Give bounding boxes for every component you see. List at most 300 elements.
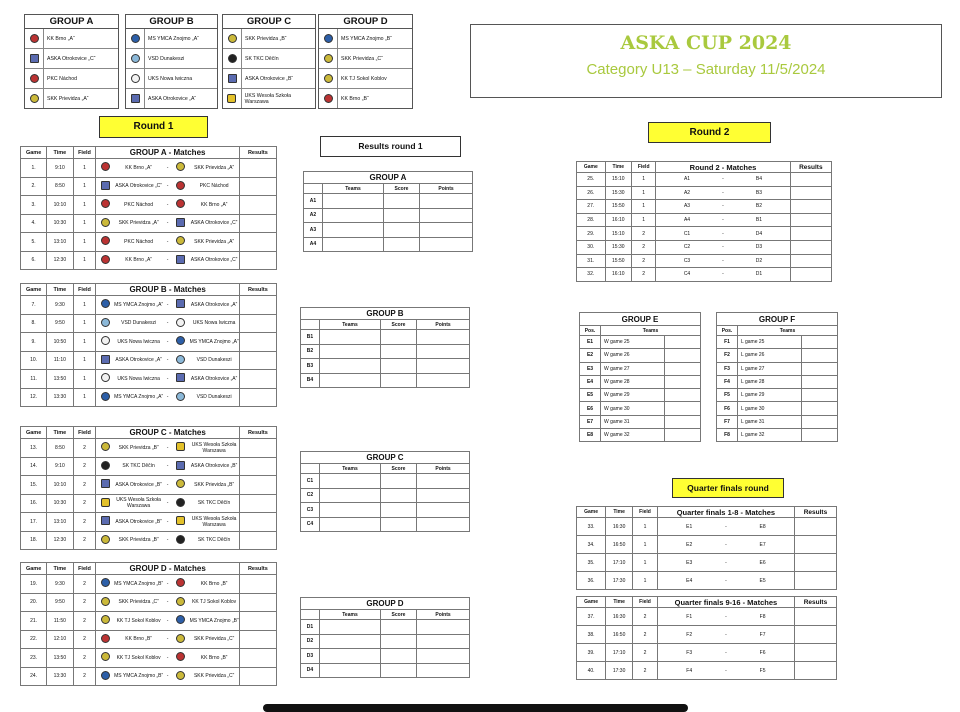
points-cell[interactable] [417,474,470,489]
position-label: E4 [580,375,601,388]
score-cell[interactable] [381,330,417,345]
match-time: 15:30 [605,186,631,200]
position-label: B2 [301,344,320,359]
team-name: UKS Nowa Iwiczna [148,75,193,82]
team-cell[interactable] [665,389,701,402]
col-teams: Teams [320,610,381,620]
col-field: Field [73,563,96,575]
event-subtitle: Category U13 – Saturday 11/5/2024 [586,61,826,78]
away-logo-cell [172,388,190,407]
score-cell[interactable] [384,208,420,223]
field-number: 2 [633,644,658,662]
team-cell[interactable] [320,344,381,359]
team-cell[interactable] [320,474,381,489]
team-logo-icon [101,236,110,245]
vs-separator: - [163,251,172,270]
vs-separator: - [163,476,172,495]
points-cell[interactable] [417,663,470,678]
slot-label: L game 25 [738,336,802,349]
table-row [21,575,277,594]
score-cell[interactable] [381,359,417,374]
scroll-bar[interactable] [263,704,688,712]
result-cell[interactable] [239,233,276,252]
header-row [21,284,277,296]
result-cell[interactable] [239,296,276,315]
home-team: PKC Náchod [114,196,163,215]
match-time: 10:10 [47,476,73,495]
result-cell[interactable] [239,351,276,370]
team-logo-icon [176,318,185,327]
table-row [301,359,470,374]
team-cell[interactable] [323,223,384,238]
score-cell[interactable] [381,620,417,635]
result-cell[interactable] [790,186,831,200]
home-team: UKS Wesoła Szkoła Warszawa [114,494,163,513]
title-row [301,308,470,320]
points-cell[interactable] [417,330,470,345]
team-cell[interactable] [802,415,838,428]
team-cell[interactable] [802,375,838,388]
group-team-row [223,29,315,49]
points-cell[interactable] [420,208,473,223]
position-label: A2 [304,208,323,223]
points-cell[interactable] [417,503,470,518]
match-time: 15:30 [605,240,631,254]
result-cell[interactable] [790,227,831,241]
vs-separator: - [721,608,732,626]
team-logo-icon [131,54,140,63]
result-cell[interactable] [239,531,276,550]
field-number: 2 [73,649,96,668]
away-team: ASKA Otrokovice „A“ [189,296,239,315]
field-number: 2 [73,612,96,631]
vs-separator: - [718,200,729,214]
col-game: Game [577,597,606,608]
game-number: 5. [21,233,47,252]
score-cell[interactable] [384,237,420,252]
result-cell[interactable] [794,518,836,536]
team-cell[interactable] [320,330,381,345]
table-row [717,375,838,388]
field-number: 2 [73,575,96,594]
result-cell[interactable] [794,662,836,680]
team-cell[interactable] [320,634,381,649]
result-cell[interactable] [239,177,276,196]
result-cell[interactable] [794,626,836,644]
away-team: ASKA Otrokovice „A“ [189,370,239,389]
match-time: 9:30 [47,296,73,315]
logo-cell [223,29,242,48]
vs-separator: - [163,612,172,631]
match-time: 17:30 [606,572,633,590]
result-cell[interactable] [794,572,836,590]
col-teams: Teams [738,326,838,336]
match-group-title: GROUP B - Matches [96,284,239,296]
home-logo-cell [96,177,114,196]
team-logo-icon [101,615,110,624]
home-team: KK TJ Sokol Koblov [114,649,163,668]
position-label: A1 [304,194,323,209]
team-name: MS YMCA Znojmo „B“ [341,35,392,42]
team-cell[interactable] [320,359,381,374]
home-slot: C2 [656,240,718,254]
result-cell[interactable] [794,536,836,554]
team-cell[interactable] [665,349,701,362]
points-cell[interactable] [420,223,473,238]
table-row [577,644,837,662]
game-number: 29. [577,227,606,241]
result-cell[interactable] [239,439,276,458]
table-row [577,662,837,680]
match-time: 11:10 [47,351,73,370]
team-logo-icon [228,34,237,43]
team-logo-icon [101,578,110,587]
team-cell[interactable] [320,620,381,635]
team-cell[interactable] [320,517,381,532]
table-row [21,351,277,370]
position-label: B1 [301,330,320,345]
away-slot: E8 [731,518,794,536]
home-slot: E1 [657,518,720,536]
team-cell[interactable] [802,402,838,415]
result-cell[interactable] [239,575,276,594]
col-game: Game [21,563,47,575]
game-number: 28. [577,213,606,227]
points-cell[interactable] [420,194,473,209]
score-cell[interactable] [381,488,417,503]
round1-banner: Round 1 [99,116,208,138]
away-team: UKS Wesoła Szkoła Warszawa [189,513,239,532]
team-logo-icon [101,535,110,544]
group-team-row [319,49,412,69]
team-cell[interactable] [802,362,838,375]
away-team: VSD Dunakeszi [189,388,239,407]
result-cell[interactable] [790,200,831,214]
result-cell[interactable] [239,476,276,495]
field-number: 1 [73,251,96,270]
team-cell[interactable] [320,503,381,518]
team-cell[interactable] [665,402,701,415]
points-cell[interactable] [417,488,470,503]
team-cell[interactable] [802,389,838,402]
away-team: KK TJ Sokol Koblov [189,593,239,612]
table-row [577,200,832,214]
result-cell[interactable] [790,173,831,187]
team-cell[interactable] [665,362,701,375]
match-time: 16:50 [606,536,633,554]
vs-separator: - [163,296,172,315]
match-time: 13:10 [47,233,73,252]
vs-separator: - [163,370,172,389]
team-cell[interactable] [665,415,701,428]
match-time: 10:30 [47,494,73,513]
away-slot: F6 [731,644,794,662]
team-cell[interactable] [320,488,381,503]
result-cell[interactable] [239,494,276,513]
home-slot: A1 [656,173,718,187]
table-row [301,634,470,649]
round2-banner: Round 2 [648,122,771,143]
team-logo-icon [101,218,110,227]
group-box [318,14,413,109]
team-logo-icon [176,355,185,364]
vs-separator: - [163,593,172,612]
result-cell[interactable] [239,513,276,532]
team-cell[interactable] [665,429,701,442]
team-name: SKK Prievidza „C“ [341,55,383,62]
score-cell[interactable] [381,649,417,664]
home-slot: A3 [656,200,718,214]
game-number: 25. [577,173,606,187]
team-name: SK TKC Děčín [245,55,279,62]
away-slot: E5 [731,572,794,590]
home-logo-cell [96,439,114,458]
team-cell[interactable] [320,649,381,664]
result-cell[interactable] [239,388,276,407]
score-cell[interactable] [381,634,417,649]
vs-separator: - [163,159,172,178]
team-cell[interactable] [323,194,384,209]
position-label: F5 [717,389,738,402]
field-number: 2 [73,667,96,686]
score-cell[interactable] [381,344,417,359]
vs-separator: - [163,314,172,333]
home-logo-cell [96,233,114,252]
team-cell[interactable] [323,208,384,223]
points-cell[interactable] [420,237,473,252]
col-game: Game [577,507,606,518]
event-title: ASKA CUP 2024 [620,32,792,54]
points-cell[interactable] [417,649,470,664]
home-logo-cell [96,494,114,513]
field-number: 1 [632,186,656,200]
away-slot: B3 [728,186,790,200]
score-cell[interactable] [381,517,417,532]
table-row [301,373,470,388]
result-cell[interactable] [790,254,831,268]
points-cell[interactable] [417,620,470,635]
table-row [21,531,277,550]
home-logo-cell [96,531,114,550]
score-cell[interactable] [381,503,417,518]
home-logo-cell [96,214,114,233]
score-cell[interactable] [381,373,417,388]
home-team: PKC Náchod [114,233,163,252]
table-row [21,593,277,612]
team-logo-icon [101,652,110,661]
vs-separator: - [163,214,172,233]
away-team: PKC Náchod [189,177,239,196]
result-cell[interactable] [239,159,276,178]
table-row [577,227,832,241]
team-cell[interactable] [323,237,384,252]
points-cell[interactable] [417,517,470,532]
away-team: KK Brno „B“ [189,575,239,594]
score-cell[interactable] [381,663,417,678]
away-logo-cell [172,476,190,495]
logo-cell [126,69,145,88]
away-logo-cell [172,177,190,196]
home-logo-cell [96,370,114,389]
home-slot: A2 [656,186,718,200]
team-logo-icon [176,392,185,401]
position-label: D2 [301,634,320,649]
team-logo-icon [176,336,185,345]
group-box [24,14,119,109]
table-row [21,214,277,233]
result-cell[interactable] [239,593,276,612]
team-logo-icon [101,516,110,525]
vs-separator: - [163,388,172,407]
result-cell[interactable] [239,457,276,476]
group-team-row [223,69,315,89]
slot-label: W game 26 [601,349,665,362]
table-row [577,268,832,282]
results-table [300,451,470,532]
score-cell[interactable] [384,194,420,209]
col-time: Time [47,147,73,159]
col-results: Results [239,427,276,439]
result-cell[interactable] [239,314,276,333]
result-cell[interactable] [239,370,276,389]
field-number: 2 [633,626,658,644]
game-number: 14. [21,457,47,476]
result-cell[interactable] [239,196,276,215]
team-logo-icon [101,181,110,190]
position-label: E3 [580,362,601,375]
points-cell[interactable] [417,359,470,374]
game-number: 11. [21,370,47,389]
header-row [577,162,832,173]
result-cell[interactable] [239,667,276,686]
position-label: C3 [301,503,320,518]
result-cell[interactable] [239,251,276,270]
position-label: F4 [717,375,738,388]
col-game: Game [21,147,47,159]
result-cell[interactable] [239,630,276,649]
match-group-title: Quarter finals 9-16 - Matches [657,597,794,608]
results-group-title: GROUP A [304,172,473,184]
result-cell[interactable] [239,333,276,352]
col-field: Field [632,162,656,173]
away-logo-cell [172,196,190,215]
standings-title: GROUP F [717,313,838,326]
team-logo-icon [101,336,110,345]
table-row [301,663,470,678]
vs-separator: - [721,554,732,572]
team-cell[interactable] [802,349,838,362]
position-label: E7 [580,415,601,428]
home-logo-cell [96,667,114,686]
result-cell[interactable] [239,214,276,233]
home-slot: C1 [656,227,718,241]
table-row [577,173,832,187]
home-logo-cell [96,649,114,668]
team-logo-icon [176,461,185,470]
table-row [21,513,277,532]
team-cell[interactable] [320,373,381,388]
team-logo-icon [101,461,110,470]
match-table [576,596,837,680]
field-number: 1 [73,351,96,370]
result-cell[interactable] [790,240,831,254]
slot-label: W game 31 [601,415,665,428]
position-label: E2 [580,349,601,362]
vs-separator: - [721,644,732,662]
team-logo-icon [176,373,185,382]
position-label: F3 [717,362,738,375]
group-team-row [319,29,412,49]
team-cell[interactable] [320,663,381,678]
result-cell[interactable] [794,554,836,572]
match-time: 8:50 [47,439,73,458]
game-number: 34. [577,536,606,554]
away-slot: B2 [728,200,790,214]
game-number: 12. [21,388,47,407]
result-cell[interactable] [794,644,836,662]
away-logo-cell [172,159,190,178]
table-row [21,476,277,495]
field-number: 2 [73,476,96,495]
position-label: E6 [580,402,601,415]
home-logo-cell [96,314,114,333]
home-logo-cell [96,196,114,215]
col-results: Results [794,507,836,518]
away-team: SKK Prievidza „C“ [189,630,239,649]
result-cell[interactable] [239,612,276,631]
vs-separator: - [163,630,172,649]
team-cell[interactable] [802,429,838,442]
team-logo-icon [131,94,140,103]
result-cell[interactable] [790,268,831,282]
points-cell[interactable] [417,634,470,649]
points-cell[interactable] [417,373,470,388]
score-cell[interactable] [381,474,417,489]
table-row [577,536,837,554]
team-cell[interactable] [665,336,701,349]
home-team: MS YMCA Znojmo „A“ [114,388,163,407]
position-label: F8 [717,429,738,442]
result-cell[interactable] [239,649,276,668]
home-logo-cell [96,251,114,270]
home-team: SKK Prievidza „A“ [114,214,163,233]
team-logo-icon [324,34,333,43]
away-logo-cell [172,370,190,389]
position-label: B4 [301,373,320,388]
field-number: 1 [73,296,96,315]
slot-label: L game 30 [738,402,802,415]
match-time: 8:50 [47,177,73,196]
home-team: VSD Dunakeszi [114,314,163,333]
team-logo-icon [176,236,185,245]
score-cell[interactable] [384,223,420,238]
game-number: 8. [21,314,47,333]
home-team: ASKA Otrokovice „B“ [114,513,163,532]
match-time: 13:50 [47,370,73,389]
result-cell[interactable] [790,213,831,227]
points-cell[interactable] [417,344,470,359]
game-number: 2. [21,177,47,196]
team-cell[interactable] [802,336,838,349]
slot-label: L game 27 [738,362,802,375]
team-logo-icon [324,74,333,83]
team-cell[interactable] [665,375,701,388]
game-number: 38. [577,626,606,644]
match-time: 13:30 [47,667,73,686]
team-logo-icon [176,578,185,587]
result-cell[interactable] [794,608,836,626]
slot-label: L game 32 [738,429,802,442]
